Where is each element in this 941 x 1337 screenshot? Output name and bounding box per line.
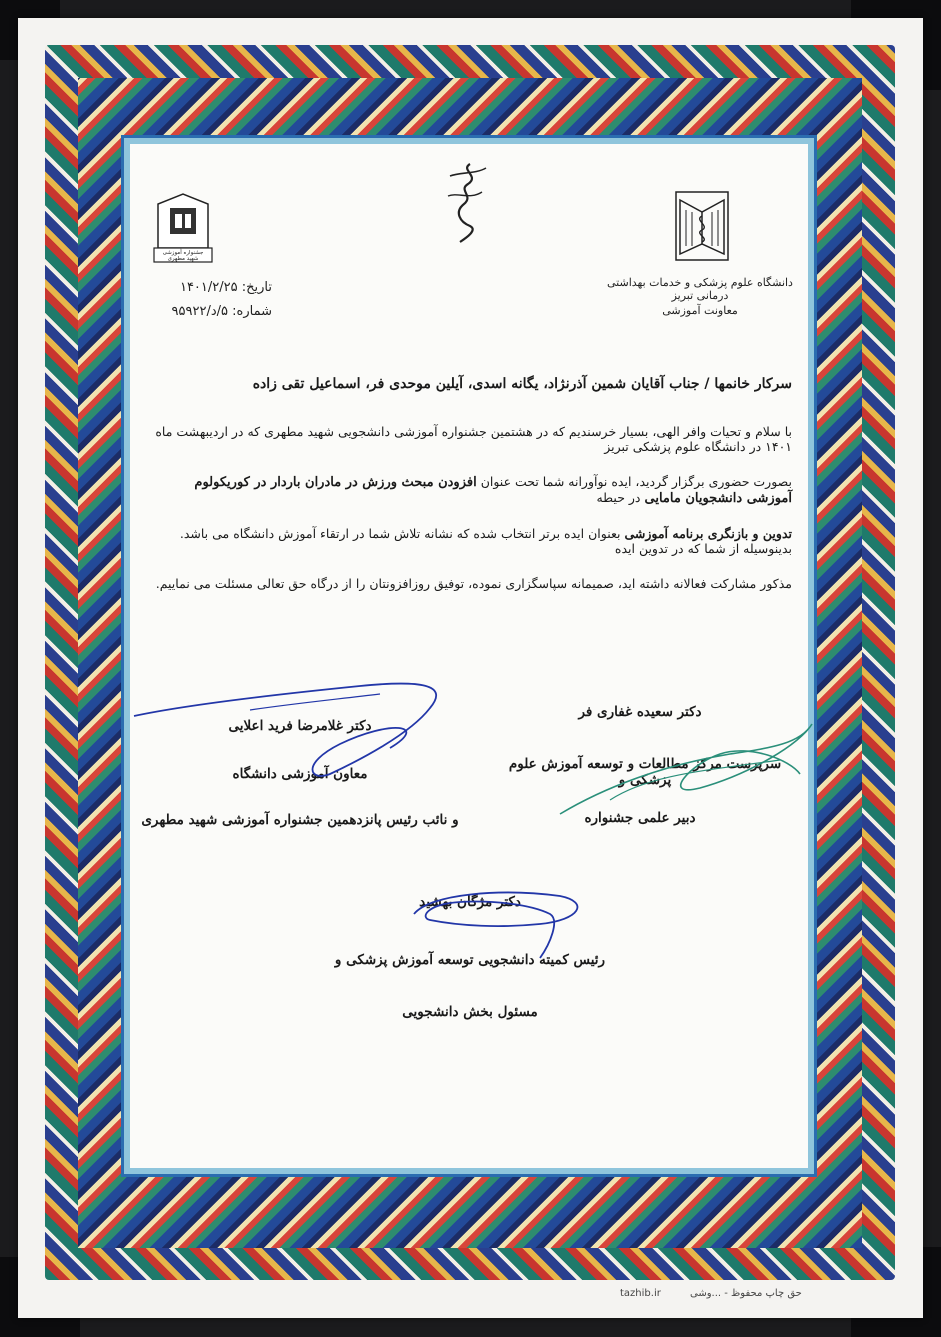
number-value: ۵/د/۹۵۹۲۲ (171, 304, 229, 319)
body-line-3-rest: بعنوان ایده برتر انتخاب شده که نشانه تلاش شما در ارتقاء آموزش دانشگاه می باشد. بدینوسیله از شما که در تدوین ایده (179, 526, 792, 556)
body-line-2-start: بصورت حضوری برگزار گردید، ایده نوآورانه شما تحت عنوان (480, 474, 792, 489)
signer-left-title-1: معاون آموزشی دانشگاه (232, 766, 368, 782)
festival-logo-text: جشنواره آموزشی شهید مطهری (162, 250, 204, 262)
recipients-line: سرکار خانمها / جناب آقایان شمین آذرنژاد، یگانه اسدی، آیلین موحدی فر، اسماعیل تقی زاده (252, 376, 792, 392)
signer-left-title-2: و نائب رئیس پانزدهمین جشنواره آموزشی شهید مطهری (141, 812, 459, 828)
date-value: ۱۴۰۱/۲/۲۵ (179, 280, 238, 295)
signer-center-name: دکتر مژگان بهشید (419, 894, 521, 910)
university-logo (674, 190, 730, 262)
body-line-3 (152, 526, 792, 556)
certificate-content-area (124, 138, 814, 1174)
body-line-4: مذکور مشارکت فعالانه داشته اید، صمیمانه سپاسگزاری نموده، توفیق روزافزونتان را از درگاه حق تعالی مسئلت می نماییم. (155, 576, 792, 591)
university-name: دانشگاه علوم پزشکی و خدمات بهداشتی درمانی تبریز (607, 276, 793, 302)
signer-right-title-1: سرپرست مرکز مطالعات و توسعه آموزش علوم پزشکی و (508, 756, 782, 788)
signer-right-name: دکتر سعیده غفاری فر (578, 704, 702, 720)
signer-left-name: دکتر غلامرضا فرید اعلایی (228, 718, 372, 734)
body-line-2 (152, 474, 792, 506)
printer-site: tazhib.ir (620, 1288, 661, 1299)
department-name: معاونت آموزشی (662, 304, 738, 317)
field-title: تدوین و بازنگری برنامه آموزشی (624, 526, 792, 541)
signer-center-title-1: رئیس کمیته دانشجویی توسعه آموزش پزشکی و (334, 952, 606, 968)
signer-right-title-2: دبیر علمی جشنواره (584, 810, 696, 826)
basmala-calligraphy (430, 156, 500, 246)
date-row (152, 280, 272, 295)
festival-logo (150, 190, 216, 264)
university-logo-icon (674, 190, 730, 262)
date-label: تاریخ: (241, 280, 272, 295)
signer-center-title-2: مسئول بخش دانشجویی (402, 1004, 538, 1020)
number-row (152, 304, 272, 319)
body-line-2-end: در حیطه (596, 490, 641, 505)
signature-left (130, 664, 460, 794)
idea-title: افزودن مبحث ورزش در مادران باردار در کوریکولوم آموزشی دانشجویان مامایی (194, 475, 792, 506)
printer-rights: حق چاپ محفوظ - ...وشی (690, 1288, 802, 1299)
signature-center (400, 874, 600, 964)
number-label: شماره: (232, 304, 272, 319)
signature-right (550, 704, 820, 824)
body-line-1: با سلام و تحیات وافر الهی، بسیار خرسندیم که در هشتمین جشنواره آموزشی دانشجویی شهید مطهری که در اردیبهشت ماه ۱۴۰۱ در دانشگاه علوم پزشکی تبریز (155, 424, 792, 454)
